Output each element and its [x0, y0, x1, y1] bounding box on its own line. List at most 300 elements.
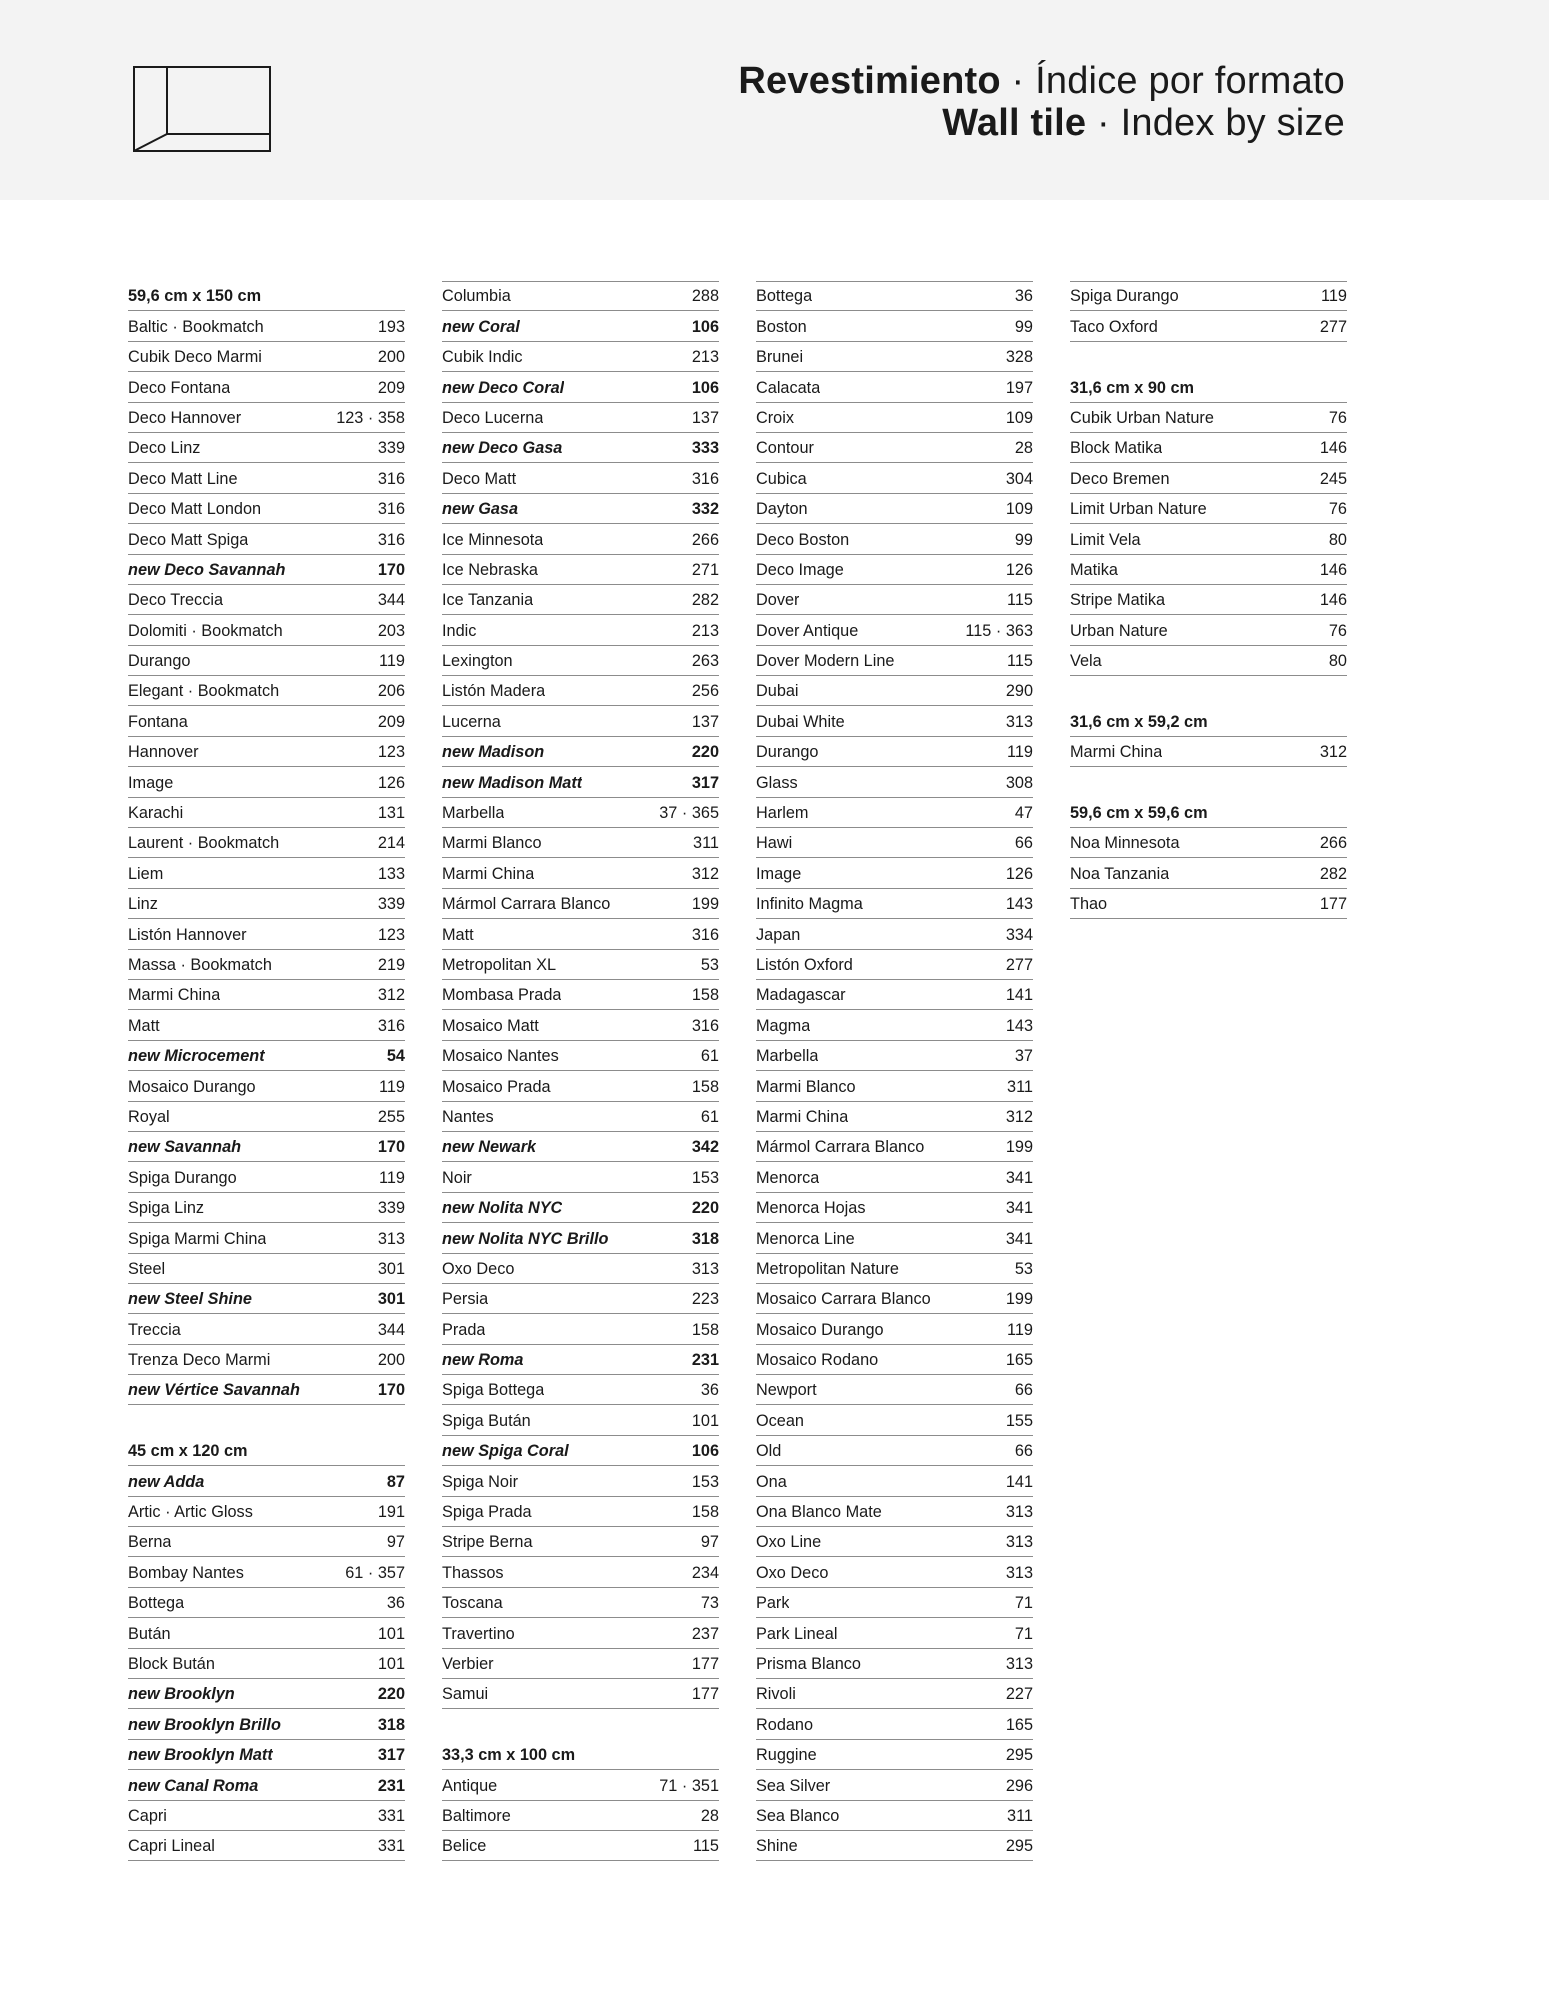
index-entry	[756, 1102, 1033, 1132]
index-entry	[128, 706, 405, 736]
entry-page: 231	[691, 1351, 719, 1370]
entry-name: Stripe Berna	[442, 1533, 533, 1552]
index-entry	[442, 1801, 719, 1831]
entry-name: Rivoli	[756, 1685, 796, 1704]
entry-name: Antique	[442, 1776, 498, 1795]
entry-page: 344	[377, 591, 405, 610]
entry-page: 99	[1014, 317, 1033, 336]
entry-name: new Brooklyn Matt	[128, 1746, 273, 1765]
entry-name: Listón Hannover	[128, 925, 247, 944]
entry-name: Columbia	[442, 287, 511, 306]
entry-name: Newport	[756, 1381, 817, 1400]
index-entry	[756, 281, 1033, 311]
index-entry	[756, 706, 1033, 736]
entry-page: 316	[377, 530, 405, 549]
index-entry	[756, 1649, 1033, 1679]
index-entry	[442, 767, 719, 797]
size-heading: 31,6 cm x 90 cm	[1070, 372, 1347, 402]
entry-name: Cubik Indic	[442, 348, 523, 367]
index-entry	[442, 1345, 719, 1375]
entry-page: 115	[1007, 652, 1033, 671]
entry-page: 76	[1328, 500, 1347, 519]
entry-name: Japan	[756, 925, 801, 944]
entry-page: 80	[1328, 530, 1347, 549]
entry-page: 36	[386, 1594, 405, 1613]
section-spacer	[1070, 676, 1347, 706]
entry-page: 191	[377, 1503, 405, 1522]
entry-page: 282	[691, 591, 719, 610]
entry-name: Nantes	[442, 1107, 494, 1126]
title-spanish	[738, 60, 1345, 102]
index-entry	[1070, 494, 1347, 524]
entry-name: Deco Fontana	[128, 378, 231, 397]
index-entry	[442, 1588, 719, 1618]
entry-name: Marbella	[442, 804, 505, 823]
entry-page: 158	[691, 1077, 719, 1096]
index-entry	[128, 1497, 405, 1527]
entry-name: Infinito Magma	[756, 895, 863, 914]
entry-name: new Deco Savannah	[128, 560, 286, 579]
index-entry	[756, 737, 1033, 767]
entry-page: 227	[1005, 1685, 1033, 1704]
entry-name: Lucerna	[442, 712, 501, 731]
entry-page: 255	[377, 1107, 405, 1126]
section-spacer	[128, 1405, 405, 1435]
entry-page: 318	[691, 1229, 719, 1248]
entry-name: new Brooklyn	[128, 1685, 235, 1704]
entry-page: 290	[1005, 682, 1033, 701]
entry-name: Mármol Carrara Blanco	[756, 1138, 925, 1157]
index-entry	[756, 585, 1033, 615]
entry-name: Mosaico Nantes	[442, 1047, 559, 1066]
index-entry	[128, 1010, 405, 1040]
entry-page: 301	[377, 1290, 405, 1309]
index-entry	[442, 1375, 719, 1405]
index-entry	[128, 1557, 405, 1587]
index-entry	[128, 1831, 405, 1861]
index-entry	[1070, 555, 1347, 585]
index-entry	[442, 615, 719, 645]
index-entry	[756, 403, 1033, 433]
entry-name: Limit Vela	[1070, 530, 1141, 549]
page-header	[0, 0, 1549, 200]
entry-page: 66	[1014, 1381, 1033, 1400]
entry-page: 311	[1007, 1077, 1033, 1096]
index-entry	[756, 1162, 1033, 1192]
entry-page: 295	[1005, 1746, 1033, 1765]
entry-page: 231	[377, 1776, 405, 1795]
index-entry	[442, 1527, 719, 1557]
entry-page: 126	[1005, 864, 1033, 883]
entry-page: 220	[691, 1199, 719, 1218]
entry-page: 76	[1328, 621, 1347, 640]
entry-page: 119	[1321, 287, 1347, 306]
index-entry	[128, 1041, 405, 1071]
entry-name: Capri Lineal	[128, 1837, 215, 1856]
index-column-3	[756, 281, 1033, 1861]
entry-name: Dover Antique	[756, 621, 859, 640]
entry-name: new Roma	[442, 1351, 524, 1370]
index-entry	[128, 737, 405, 767]
index-entry	[128, 1740, 405, 1770]
entry-page: 36	[1014, 287, 1033, 306]
index-entry	[756, 1436, 1033, 1466]
entry-page: 313	[1005, 712, 1033, 731]
entry-page: 126	[377, 773, 405, 792]
entry-name: Thao	[1070, 895, 1108, 914]
index-entry	[756, 889, 1033, 919]
entry-name: Bombay Nantes	[128, 1563, 244, 1582]
entry-page: 101	[377, 1654, 405, 1673]
entry-page: 316	[377, 500, 405, 519]
entry-page: 170	[377, 1381, 405, 1400]
entry-name: Deco Matt Spiga	[128, 530, 249, 549]
index-entry	[756, 433, 1033, 463]
entry-page: 115	[1007, 591, 1033, 610]
entry-page: 220	[377, 1685, 405, 1704]
entry-page: 237	[691, 1624, 719, 1643]
entry-name: new Adda	[128, 1472, 205, 1491]
entry-page: 256	[691, 682, 719, 701]
index-entry	[756, 1618, 1033, 1648]
entry-name: new Savannah	[128, 1138, 242, 1157]
entry-page: 203	[377, 621, 405, 640]
entry-page: 146	[1319, 591, 1347, 610]
entry-page: 133	[377, 864, 405, 883]
size-heading: 45 cm x 120 cm	[128, 1436, 405, 1466]
entry-page: 76	[1328, 408, 1347, 427]
index-entry	[128, 1254, 405, 1284]
entry-name: new Gasa	[442, 500, 519, 519]
entry-name: Image	[756, 864, 802, 883]
entry-page: 308	[1005, 773, 1033, 792]
index-entry	[442, 1223, 719, 1253]
index-entry	[756, 1284, 1033, 1314]
index-entry	[442, 980, 719, 1010]
entry-name: Park	[756, 1594, 790, 1613]
entry-page: 80	[1328, 652, 1347, 671]
entry-name: new Deco Coral	[442, 378, 565, 397]
entry-name: Mosaico Rodano	[756, 1351, 879, 1370]
index-entry	[756, 1588, 1033, 1618]
entry-page: 277	[1005, 955, 1033, 974]
index-entry	[442, 372, 719, 402]
entry-name: Hannover	[128, 743, 199, 762]
entry-name: Cubica	[756, 469, 807, 488]
index-entry	[442, 524, 719, 554]
entry-page: 37 · 365	[659, 804, 719, 823]
entry-page: 61	[700, 1107, 719, 1126]
entry-page: 109	[1005, 500, 1033, 519]
index-entry	[756, 646, 1033, 676]
entry-page: 220	[691, 743, 719, 762]
entry-name: Park Lineal	[756, 1624, 838, 1643]
index-entry	[756, 1405, 1033, 1435]
index-entry	[756, 950, 1033, 980]
index-entry	[442, 1831, 719, 1861]
entry-page: 143	[1005, 1016, 1033, 1035]
title-english	[738, 102, 1345, 144]
index-entry	[442, 1193, 719, 1223]
entry-name: Menorca Line	[756, 1229, 855, 1248]
entry-name: Dubai White	[756, 712, 845, 731]
entry-page: 71 · 351	[659, 1776, 719, 1795]
entry-page: 177	[691, 1685, 719, 1704]
entry-page: 341	[1005, 1229, 1033, 1248]
entry-page: 199	[1005, 1290, 1033, 1309]
entry-name: Croix	[756, 408, 794, 427]
index-entry	[756, 1254, 1033, 1284]
entry-name: Deco Treccia	[128, 591, 224, 610]
index-entry	[442, 919, 719, 949]
index-entry	[128, 1193, 405, 1223]
entry-name: new Steel Shine	[128, 1290, 252, 1309]
entry-page: 119	[1007, 743, 1033, 762]
entry-name: Madagascar	[756, 986, 846, 1005]
entry-name: Spiga Bután	[442, 1411, 531, 1430]
index-entry	[442, 585, 719, 615]
entry-page: 339	[377, 1199, 405, 1218]
index-entry	[442, 737, 719, 767]
entry-page: 141	[1005, 986, 1033, 1005]
entry-name: new Nolita NYC Brillo	[442, 1229, 609, 1248]
index-entry	[128, 1770, 405, 1800]
index-entry	[756, 1770, 1033, 1800]
entry-page: 101	[691, 1411, 719, 1430]
entry-page: 316	[691, 925, 719, 944]
entry-page: 339	[377, 439, 405, 458]
index-entry	[756, 615, 1033, 645]
index-entry	[442, 1041, 719, 1071]
index-entry	[442, 676, 719, 706]
index-entry	[128, 615, 405, 645]
entry-page: 53	[1014, 1259, 1033, 1278]
entry-page: 316	[691, 1016, 719, 1035]
index-entry	[756, 767, 1033, 797]
index-entry	[442, 1162, 719, 1192]
entry-name: Magma	[756, 1016, 811, 1035]
entry-name: Deco Matt Line	[128, 469, 238, 488]
index-entry	[756, 463, 1033, 493]
entry-name: Deco Matt London	[128, 500, 262, 519]
index-entry	[442, 342, 719, 372]
entry-name: new Madison Matt	[442, 773, 583, 792]
entry-name: new Newark	[442, 1138, 537, 1157]
entry-page: 332	[691, 500, 719, 519]
entry-name: Samui	[442, 1685, 489, 1704]
section-spacer	[1070, 342, 1347, 372]
entry-page: 146	[1319, 560, 1347, 579]
size-heading: 59,6 cm x 59,6 cm	[1070, 798, 1347, 828]
index-entry	[128, 980, 405, 1010]
index-entry	[1070, 281, 1347, 311]
entry-page: 177	[1319, 895, 1347, 914]
entry-page: 28	[700, 1806, 719, 1825]
entry-name: new Nolita NYC	[442, 1199, 563, 1218]
entry-name: Lexington	[442, 652, 513, 671]
index-entry	[756, 1740, 1033, 1770]
entry-page: 165	[1005, 1715, 1033, 1734]
entry-name: new Brooklyn Brillo	[128, 1715, 281, 1734]
entry-name: Hawi	[756, 834, 793, 853]
entry-page: 288	[691, 287, 719, 306]
entry-name: Brunei	[756, 348, 804, 367]
entry-name: Prisma Blanco	[756, 1654, 861, 1673]
index-entry	[442, 1557, 719, 1587]
entry-name: Oxo Deco	[442, 1259, 515, 1278]
entry-page: 66	[1014, 834, 1033, 853]
entry-page: 317	[691, 773, 719, 792]
entry-page: 339	[377, 895, 405, 914]
index-column-2	[442, 281, 719, 1861]
entry-name: Thassos	[442, 1563, 504, 1582]
index-entry	[128, 1162, 405, 1192]
index-entry	[1070, 737, 1347, 767]
entry-page: 158	[691, 986, 719, 1005]
index-entry	[128, 311, 405, 341]
entry-page: 341	[1005, 1199, 1033, 1218]
entry-page: 245	[1319, 469, 1347, 488]
index-entry	[128, 676, 405, 706]
entry-name: Mosaico Carrara Blanco	[756, 1290, 931, 1309]
index-entry	[128, 1375, 405, 1405]
entry-page: 313	[1005, 1533, 1033, 1552]
entry-name: Royal	[128, 1107, 170, 1126]
entry-name: Trenza Deco Marmi	[128, 1351, 271, 1370]
size-heading: 59,6 cm x 150 cm	[128, 281, 405, 311]
entry-name: Old	[756, 1442, 782, 1461]
entry-name: Durango	[756, 743, 819, 762]
index-entry	[128, 1345, 405, 1375]
index-entry	[128, 372, 405, 402]
entry-page: 333	[691, 439, 719, 458]
entry-page: 28	[1014, 439, 1033, 458]
index-entry	[442, 1314, 719, 1344]
index-entry	[442, 950, 719, 980]
index-entry	[442, 1770, 719, 1800]
entry-name: Ice Nebraska	[442, 560, 538, 579]
entry-name: Bottega	[128, 1594, 185, 1613]
entry-name: Taco Oxford	[1070, 317, 1158, 336]
index-entry	[756, 919, 1033, 949]
entry-page: 331	[377, 1837, 405, 1856]
index-entry	[128, 950, 405, 980]
entry-name: Capri	[128, 1806, 167, 1825]
entry-page: 193	[377, 317, 405, 336]
index-entry	[128, 524, 405, 554]
index-entry	[128, 1801, 405, 1831]
index-entry	[756, 1041, 1033, 1071]
entry-name: Bután	[128, 1624, 171, 1643]
entry-name: Spiga Durango	[128, 1168, 237, 1187]
entry-name: Noa Tanzania	[1070, 864, 1170, 883]
entry-name: Matika	[1070, 560, 1118, 579]
index-entry	[128, 433, 405, 463]
entry-page: 106	[691, 1442, 719, 1461]
entry-page: 54	[386, 1047, 405, 1066]
entry-name: Belice	[442, 1837, 487, 1856]
entry-name: Spiga Bottega	[442, 1381, 545, 1400]
entry-page: 165	[1005, 1351, 1033, 1370]
index-entry	[756, 1193, 1033, 1223]
entry-name: Indic	[442, 621, 477, 640]
entry-page: 206	[377, 682, 405, 701]
entry-page: 73	[700, 1594, 719, 1613]
entry-name: Boston	[756, 317, 807, 336]
entry-name: Cubik Urban Nature	[1070, 408, 1214, 427]
entry-name: Verbier	[442, 1654, 494, 1673]
entry-page: 266	[1319, 834, 1347, 853]
index-entry	[1070, 463, 1347, 493]
entry-page: 123	[377, 743, 405, 762]
entry-name: Shine	[756, 1837, 798, 1856]
page-title	[738, 60, 1345, 144]
entry-name: Mármol Carrara Blanco	[442, 895, 611, 914]
entry-name: Marbella	[756, 1047, 819, 1066]
entry-name: Deco Image	[756, 560, 844, 579]
entry-page: 277	[1319, 317, 1347, 336]
entry-name: Mosaico Matt	[442, 1016, 539, 1035]
entry-name: Block Bután	[128, 1654, 215, 1673]
index-entry	[442, 1254, 719, 1284]
title-english-rest: · Index by size	[1086, 102, 1345, 144]
entry-page: 209	[377, 378, 405, 397]
entry-page: 37	[1014, 1047, 1033, 1066]
title-spanish-rest: · Índice por formato	[1000, 60, 1345, 102]
entry-page: 312	[691, 864, 719, 883]
entry-name: new Coral	[442, 317, 520, 336]
entry-name: Ice Minnesota	[442, 530, 544, 549]
index-entry	[756, 1466, 1033, 1496]
entry-page: 158	[691, 1320, 719, 1339]
index-entry	[128, 919, 405, 949]
index-column-4	[1070, 281, 1347, 919]
entry-page: 200	[377, 1351, 405, 1370]
entry-name: new Vértice Savannah	[128, 1381, 300, 1400]
index-entry	[128, 646, 405, 676]
index-entry	[442, 433, 719, 463]
entry-page: 313	[1005, 1503, 1033, 1522]
index-entry	[442, 281, 719, 311]
entry-name: Steel	[128, 1259, 166, 1278]
index-entry	[442, 1284, 719, 1314]
index-entry	[756, 1375, 1033, 1405]
entry-page: 36	[700, 1381, 719, 1400]
entry-name: Ruggine	[756, 1746, 817, 1765]
entry-name: new Canal Roma	[128, 1776, 259, 1795]
index-entry	[756, 1709, 1033, 1739]
entry-page: 301	[377, 1259, 405, 1278]
entry-name: Baltic · Bookmatch	[128, 317, 264, 336]
index-entry	[442, 311, 719, 341]
index-entry	[442, 828, 719, 858]
entry-page: 316	[377, 1016, 405, 1035]
entry-name: Menorca Hojas	[756, 1199, 866, 1218]
entry-name: Listón Oxford	[756, 955, 853, 974]
entry-name: Marmi China	[128, 986, 221, 1005]
index-entry	[1070, 858, 1347, 888]
entry-name: Deco Lucerna	[442, 408, 544, 427]
entry-page: 115	[693, 1837, 719, 1856]
index-entry	[128, 858, 405, 888]
index-entry	[128, 403, 405, 433]
index-entry	[442, 1649, 719, 1679]
entry-page: 158	[691, 1503, 719, 1522]
entry-page: 153	[691, 1168, 719, 1187]
index-entry	[756, 524, 1033, 554]
index-entry	[756, 858, 1033, 888]
index-entry	[442, 1405, 719, 1435]
